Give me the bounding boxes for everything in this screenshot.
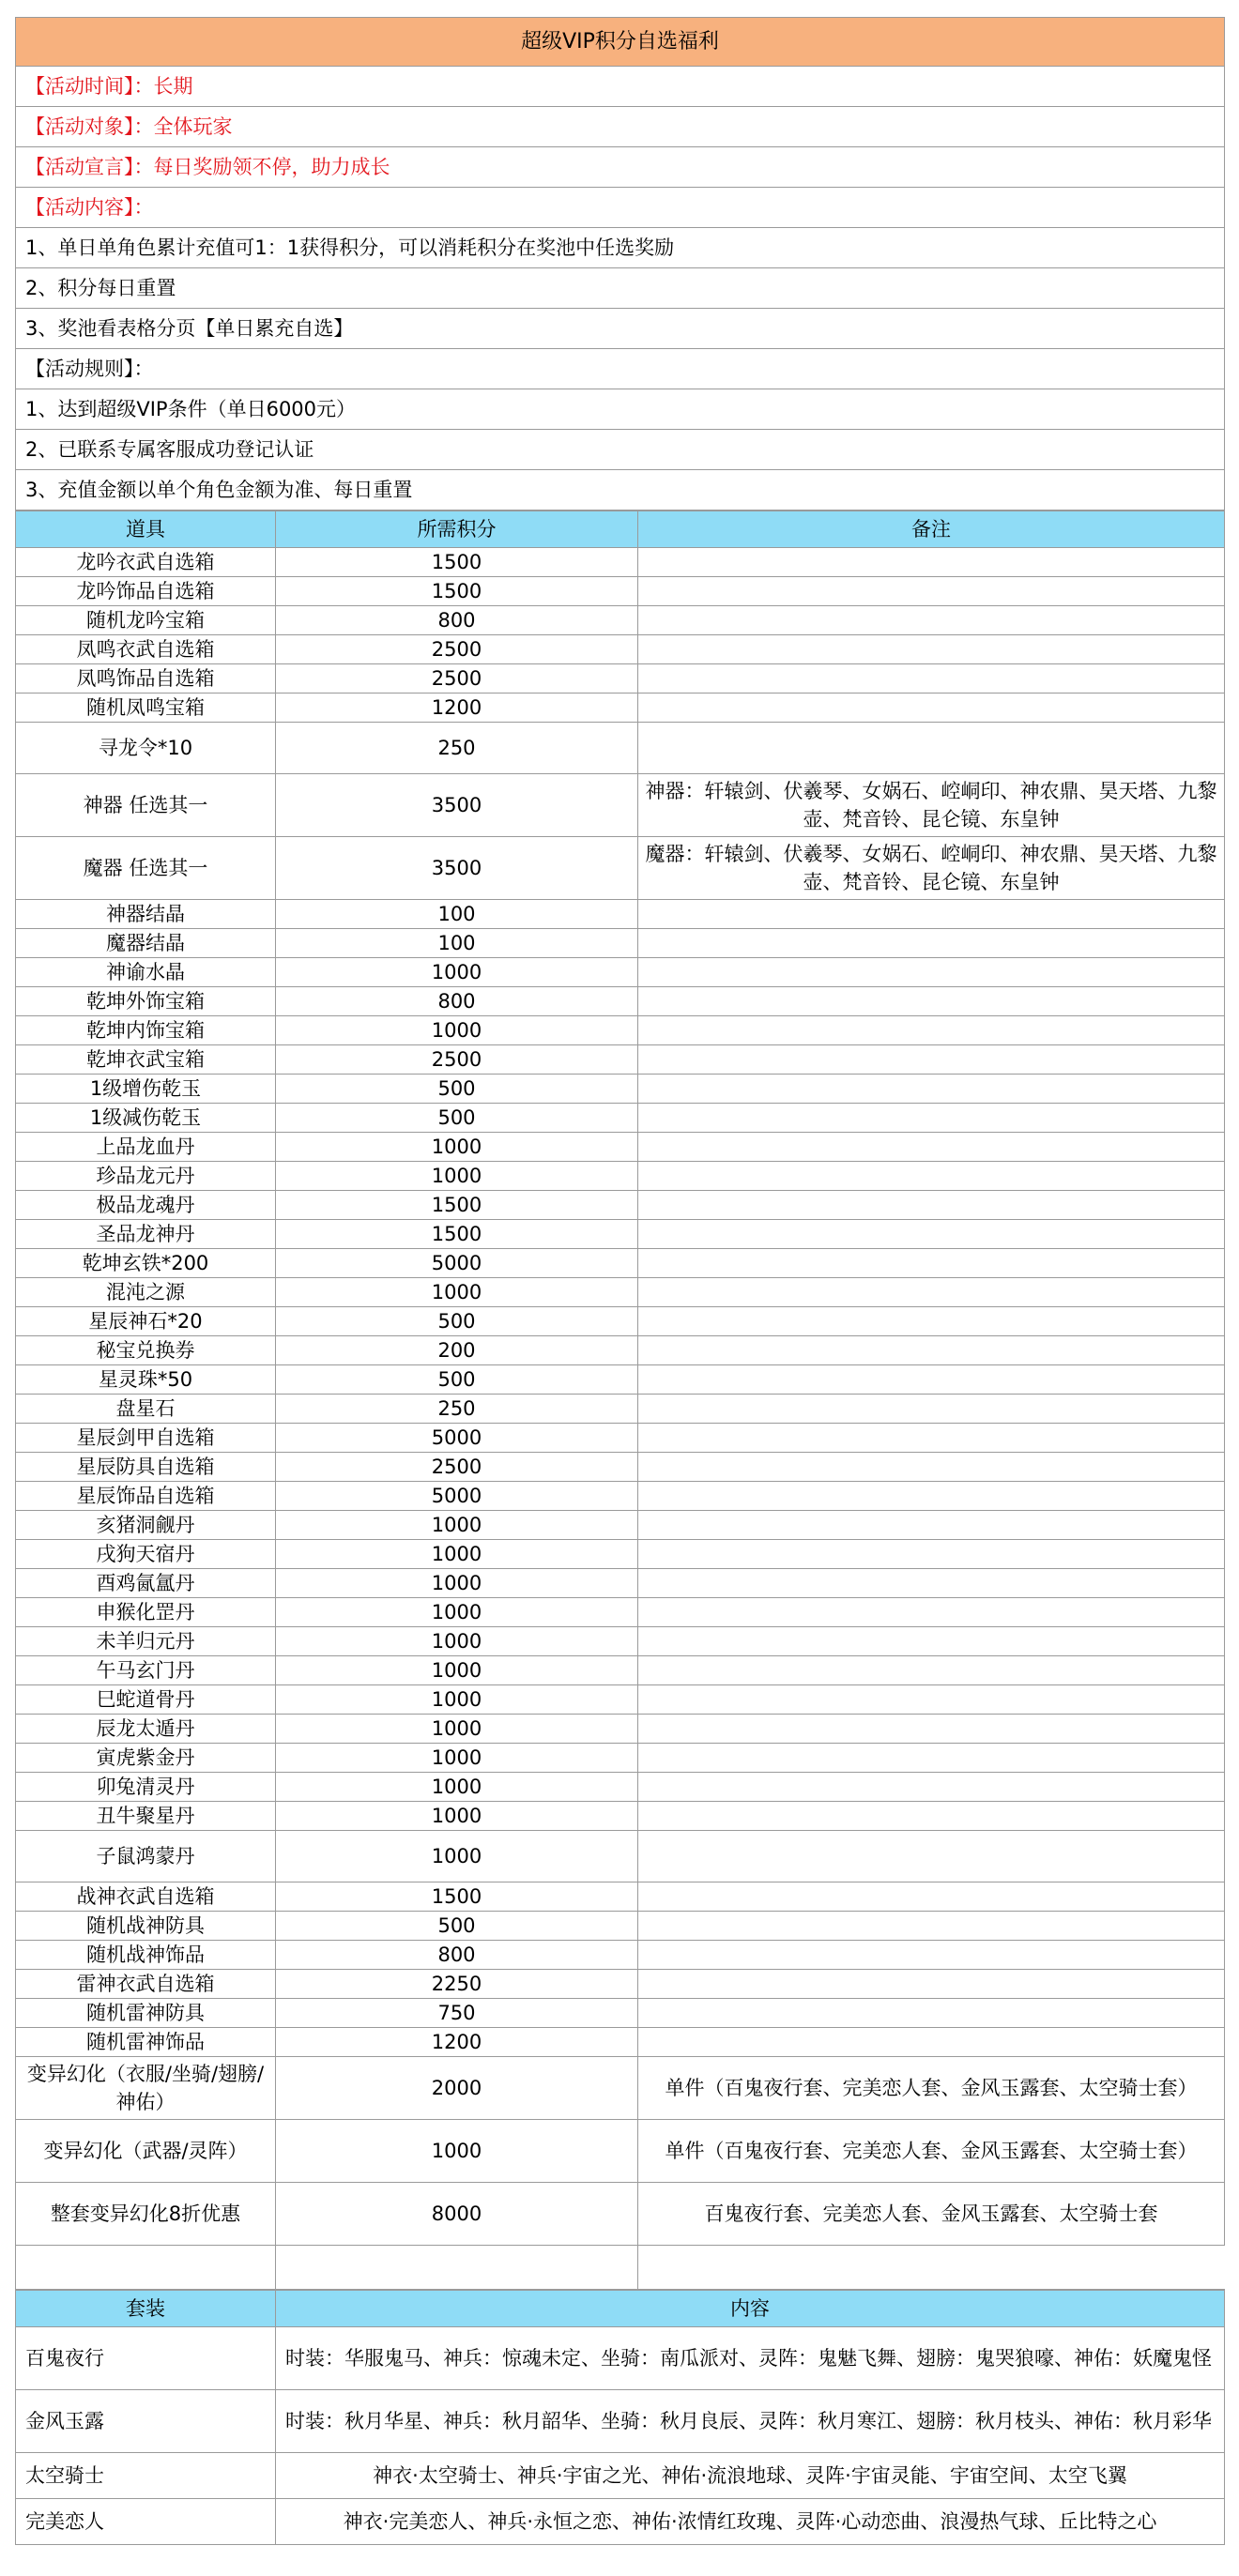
info-slogan-label: 【活动宣言】： [25,156,154,178]
item-points-cell: 1000 [276,2120,638,2183]
item-name-cell: 申猴化罡丹 [16,1598,276,1627]
item-note-cell: 百鬼夜行套、完美恋人套、金风玉露套、太空骑士套 [638,2183,1225,2246]
table-row [16,1162,1225,1191]
set-content-cell: 神衣·完美恋人、神兵·永恒之恋、神佑·浓情红玫瑰、灵阵·心动恋曲、浪漫热气球、丘比特之心 [276,2499,1225,2545]
table-row [16,1715,1225,1744]
table-row [16,987,1225,1016]
item-note-cell [638,1715,1225,1744]
item-name-cell: 龙吟饰品自选箱 [16,577,276,606]
item-points-cell: 1000 [276,1715,638,1744]
table-row [16,2028,1225,2057]
content-line: 3、奖池看表格分页【单日累充自选】 [16,309,1225,349]
table-row [16,1999,1225,2028]
spreadsheet [15,17,1224,2545]
rules-line: 2、已联系专属客服成功登记认证 [16,430,1225,470]
item-note-cell [638,1685,1225,1715]
item-points-cell: 5000 [276,1482,638,1511]
item-name-cell: 星辰剑甲自选箱 [16,1424,276,1453]
table-row [16,958,1225,987]
item-points-cell: 2500 [276,664,638,694]
item-name-cell: 随机战神防具 [16,1912,276,1941]
item-points-cell: 1000 [276,1598,638,1627]
table-row [16,1482,1225,1511]
table-row [16,2057,1225,2120]
table-row [16,1424,1225,1453]
item-note-cell [638,1016,1225,1045]
table-row [16,1045,1225,1075]
item-note-cell [638,1307,1225,1336]
item-name-cell: 丑牛聚星丹 [16,1802,276,1831]
item-points-cell: 500 [276,1104,638,1133]
item-points-cell: 500 [276,1307,638,1336]
table-row [16,694,1225,723]
table-row [16,774,1225,837]
item-points-cell: 2250 [276,1970,638,1999]
item-points-cell: 8000 [276,2183,638,2246]
item-name-cell: 盘星石 [16,1395,276,1424]
item-name-cell: 混沌之源 [16,1278,276,1307]
item-note-cell: 单件（百鬼夜行套、完美恋人套、金风玉露套、太空骑士套） [638,2120,1225,2183]
info-slogan [16,147,1225,188]
table-row [16,1627,1225,1656]
set-name-cell: 太空骑士 [16,2453,276,2499]
item-points-cell: 500 [276,1912,638,1941]
table-row [16,1511,1225,1540]
content-label-text: 【活动内容】： [25,196,154,219]
item-note-cell [638,1831,1225,1882]
table-row [16,1773,1225,1802]
item-name-cell: 1级增伤乾玉 [16,1075,276,1104]
item-points-cell: 1000 [276,1278,638,1307]
item-note-cell [638,1540,1225,1569]
table-row [16,1395,1225,1424]
item-note-cell [638,1744,1225,1773]
item-name-cell: 星灵珠*50 [16,1365,276,1395]
item-note-cell [638,958,1225,987]
item-name-cell: 凤鸣饰品自选箱 [16,664,276,694]
item-points-cell: 750 [276,1999,638,2028]
item-note-cell [638,1569,1225,1598]
table-row [16,1882,1225,1912]
item-note-cell [638,900,1225,929]
item-note-cell [638,664,1225,694]
item-note-cell [638,1104,1225,1133]
item-name-cell: 星辰神石*20 [16,1307,276,1336]
item-name-cell: 巳蛇道骨丹 [16,1685,276,1715]
item-points-cell: 1000 [276,1656,638,1685]
table-row [16,1569,1225,1598]
item-note-cell [638,2028,1225,2057]
set-content-cell: 时装：华服鬼马、神兵：惊魂未定、坐骑：南瓜派对、灵阵：鬼魅飞舞、翅膀：鬼哭狼嚎、神佑：妖魔鬼怪 [276,2327,1225,2390]
item-note-cell [638,1941,1225,1970]
header-content: 内容 [276,2291,1225,2327]
item-points-cell: 1200 [276,694,638,723]
item-name-cell: 乾坤衣武宝箱 [16,1045,276,1075]
spacer-cell [16,2246,276,2290]
item-name-cell: 随机雷神饰品 [16,2028,276,2057]
item-table [15,511,1225,2290]
table-row [16,606,1225,635]
spacer-cell [276,2246,638,2290]
item-points-cell: 2500 [276,1045,638,1075]
item-name-cell: 乾坤玄铁*200 [16,1249,276,1278]
info-target-label: 【活动对象】： [25,115,154,138]
item-name-cell: 凤鸣衣武自选箱 [16,635,276,664]
table-row [16,1453,1225,1482]
item-name-cell: 极品龙魂丹 [16,1191,276,1220]
info-target-value: 全体玩家 [153,115,233,138]
table-row [16,1802,1225,1831]
set-table [15,2290,1225,2545]
set-content-cell: 时装：秋月华星、神兵：秋月韶华、坐骑：秋月良辰、灵阵：秋月寒江、翅膀：秋月枝头、神佑：秋月彩华 [276,2390,1225,2453]
item-note-cell [638,1970,1225,1999]
item-note-cell [638,1482,1225,1511]
item-points-cell: 1000 [276,1016,638,1045]
table-row [16,1540,1225,1569]
item-note-cell [638,577,1225,606]
rules-label: 【活动规则】： [16,349,1225,389]
table-row [16,1336,1225,1365]
item-name-cell: 战神衣武自选箱 [16,1882,276,1912]
table-row [16,900,1225,929]
item-points-cell: 200 [276,1336,638,1365]
table-row [16,2453,1225,2499]
table-row [16,1075,1225,1104]
table-row [16,1133,1225,1162]
item-note-cell [638,1511,1225,1540]
table-row [16,1744,1225,1773]
item-note-cell [638,1162,1225,1191]
table-row [16,723,1225,774]
table-row [16,1307,1225,1336]
item-name-cell: 亥猪洞觎丹 [16,1511,276,1540]
table-row [16,1249,1225,1278]
item-name-cell: 乾坤内饰宝箱 [16,1016,276,1045]
item-note-cell [638,1336,1225,1365]
item-points-cell: 2500 [276,1453,638,1482]
item-name-cell: 龙吟衣武自选箱 [16,548,276,577]
info-target [16,107,1225,147]
header-set: 套装 [16,2291,276,2327]
item-name-cell: 午马玄门丹 [16,1656,276,1685]
item-points-cell: 250 [276,1395,638,1424]
item-name-cell: 神器 任选其一 [16,774,276,837]
item-note-cell [638,1365,1225,1395]
item-points-cell: 1500 [276,548,638,577]
item-points-cell: 500 [276,1075,638,1104]
item-points-cell: 1500 [276,1220,638,1249]
item-note-cell [638,1191,1225,1220]
item-note-cell [638,1453,1225,1482]
item-note-cell [638,1395,1225,1424]
item-name-cell: 秘宝兑换券 [16,1336,276,1365]
item-note-cell [638,723,1225,774]
table-row [16,1970,1225,1999]
item-points-cell: 1000 [276,958,638,987]
item-points-cell: 3500 [276,774,638,837]
item-name-cell: 随机战神饰品 [16,1941,276,1970]
item-name-cell: 寅虎紫金丹 [16,1744,276,1773]
table-row [16,1104,1225,1133]
item-points-cell: 1000 [276,1685,638,1715]
item-name-cell: 神器结晶 [16,900,276,929]
item-points-cell: 1500 [276,577,638,606]
item-note-cell [638,1598,1225,1627]
set-content-cell: 神衣·太空骑士、神兵·宇宙之光、神佑·流浪地球、灵阵·宇宙灵能、宇宙空间、太空飞翼 [276,2453,1225,2499]
info-time-label: 【活动时间】： [25,75,154,98]
header-points: 所需积分 [276,511,638,548]
content-line: 2、积分每日重置 [16,268,1225,309]
table-row [16,1016,1225,1045]
item-name-cell: 星辰防具自选箱 [16,1453,276,1482]
item-note-cell [638,1424,1225,1453]
sheet-title: 超级VIP积分自选福利 [16,18,1225,67]
item-points-cell: 1000 [276,1627,638,1656]
item-name-cell: 神谕水晶 [16,958,276,987]
table-row [16,635,1225,664]
spacer-cell [638,2246,1225,2290]
item-points-cell: 1000 [276,1744,638,1773]
item-note-cell [638,635,1225,664]
table-row [16,929,1225,958]
table-row [16,2499,1225,2545]
item-note-cell [638,1220,1225,1249]
item-points-cell: 800 [276,606,638,635]
content-line: 1、单日单角色累计充值可1：1获得积分，可以消耗积分在奖池中任选奖励 [16,228,1225,268]
header-item: 道具 [16,511,276,548]
item-points-cell: 1200 [276,2028,638,2057]
info-table [15,17,1225,511]
item-note-cell [638,1882,1225,1912]
item-name-cell: 变异幻化（衣服/坐骑/翅膀/神佑） [16,2057,276,2120]
item-note-cell [638,1912,1225,1941]
table-row [16,1598,1225,1627]
item-note-cell [638,1075,1225,1104]
item-points-cell: 800 [276,987,638,1016]
item-points-cell: 5000 [276,1424,638,1453]
item-points-cell: 1500 [276,1882,638,1912]
info-time [16,67,1225,107]
item-note-cell [638,694,1225,723]
item-points-cell: 2000 [276,2057,638,2120]
table-row [16,664,1225,694]
item-name-cell: 上品龙血丹 [16,1133,276,1162]
item-points-cell: 1000 [276,1540,638,1569]
item-note-cell [638,1773,1225,1802]
set-name-cell: 完美恋人 [16,2499,276,2545]
item-name-cell: 1级减伤乾玉 [16,1104,276,1133]
item-note-cell [638,548,1225,577]
item-name-cell: 魔器 任选其一 [16,837,276,900]
item-points-cell: 250 [276,723,638,774]
item-note-cell [638,1249,1225,1278]
item-points-cell: 1000 [276,1511,638,1540]
header-note: 备注 [638,511,1225,548]
item-note-cell [638,1999,1225,2028]
table-row [16,2120,1225,2183]
item-points-cell: 5000 [276,1249,638,1278]
table-row [16,837,1225,900]
table-row [16,2390,1225,2453]
item-note-cell [638,1278,1225,1307]
item-points-cell: 1000 [276,1162,638,1191]
item-name-cell: 卯兔清灵丹 [16,1773,276,1802]
info-slogan-value: 每日奖励领不停，助力成长 [153,156,390,178]
item-points-cell: 500 [276,1365,638,1395]
table-row [16,1191,1225,1220]
table-row [16,1656,1225,1685]
item-name-cell: 辰龙太遁丹 [16,1715,276,1744]
table-row [16,577,1225,606]
item-name-cell: 戌狗天宿丹 [16,1540,276,1569]
item-name-cell: 随机雷神防具 [16,1999,276,2028]
table-row [16,2327,1225,2390]
item-points-cell: 1000 [276,1569,638,1598]
rules-line: 1、达到超级VIP条件（单日6000元） [16,389,1225,430]
rules-line: 3、充值金额以单个角色金额为准、每日重置 [16,470,1225,511]
item-note-cell: 魔器：轩辕剑、伏羲琴、女娲石、崆峒印、神农鼎、昊天塔、九黎壶、梵音铃、昆仑镜、东皇钟 [638,837,1225,900]
item-name-cell: 珍品龙元丹 [16,1162,276,1191]
item-name-cell: 魔器结晶 [16,929,276,958]
item-points-cell: 2500 [276,635,638,664]
item-name-cell: 圣品龙神丹 [16,1220,276,1249]
item-points-cell: 1000 [276,1831,638,1882]
table-row [16,548,1225,577]
item-points-cell: 100 [276,900,638,929]
table-row [16,1685,1225,1715]
item-name-cell: 星辰饰品自选箱 [16,1482,276,1511]
item-name-cell: 寻龙令*10 [16,723,276,774]
item-name-cell: 随机龙吟宝箱 [16,606,276,635]
table-row [16,1220,1225,1249]
item-points-cell: 1000 [276,1802,638,1831]
item-note-cell: 单件（百鬼夜行套、完美恋人套、金风玉露套、太空骑士套） [638,2057,1225,2120]
item-note-cell [638,1656,1225,1685]
item-name-cell: 乾坤外饰宝箱 [16,987,276,1016]
table-row [16,2183,1225,2246]
item-note-cell [638,1133,1225,1162]
item-name-cell: 酉鸡氤氲丹 [16,1569,276,1598]
item-name-cell: 变异幻化（武器/灵阵） [16,2120,276,2183]
item-name-cell: 子鼠鸿蒙丹 [16,1831,276,1882]
set-name-cell: 金风玉露 [16,2390,276,2453]
item-note-cell [638,987,1225,1016]
table-row [16,1278,1225,1307]
info-content-label [16,188,1225,228]
item-note-cell [638,929,1225,958]
table-row [16,1912,1225,1941]
item-points-cell: 800 [276,1941,638,1970]
set-name-cell: 百鬼夜行 [16,2327,276,2390]
item-note-cell [638,1802,1225,1831]
table-row [16,1941,1225,1970]
table-row [16,1831,1225,1882]
item-note-cell: 神器：轩辕剑、伏羲琴、女娲石、崆峒印、神农鼎、昊天塔、九黎壶、梵音铃、昆仑镜、东皇钟 [638,774,1225,837]
item-points-cell: 100 [276,929,638,958]
item-name-cell: 随机凤鸣宝箱 [16,694,276,723]
item-note-cell [638,606,1225,635]
item-name-cell: 未羊归元丹 [16,1627,276,1656]
item-note-cell [638,1045,1225,1075]
item-points-cell: 3500 [276,837,638,900]
item-points-cell: 1500 [276,1191,638,1220]
item-name-cell: 整套变异幻化8折优惠 [16,2183,276,2246]
info-time-value: 长期 [153,75,193,98]
item-note-cell [638,1627,1225,1656]
item-points-cell: 1000 [276,1133,638,1162]
item-points-cell: 1000 [276,1773,638,1802]
table-row [16,1365,1225,1395]
item-name-cell: 雷神衣武自选箱 [16,1970,276,1999]
